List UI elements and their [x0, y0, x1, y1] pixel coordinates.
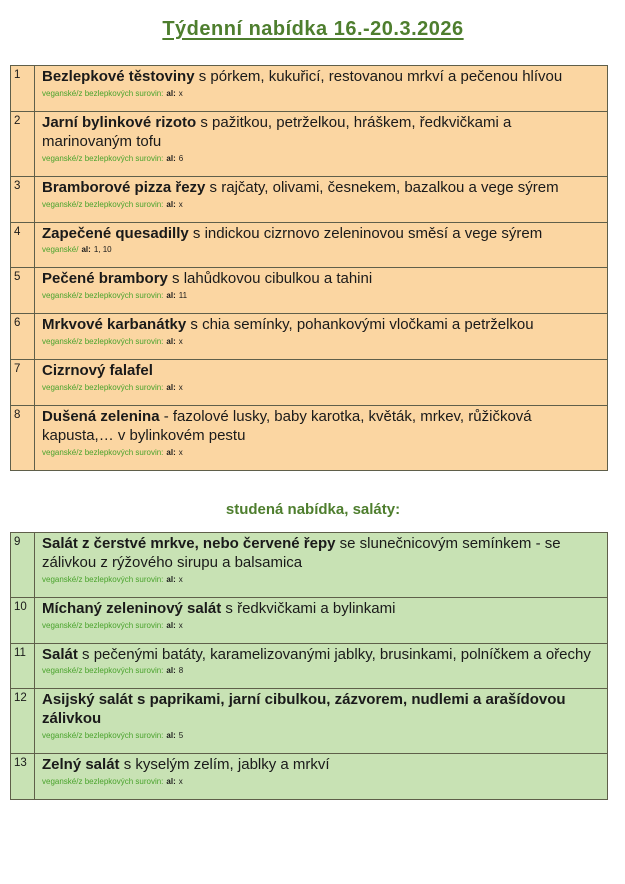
menu-row — [11, 643, 608, 689]
row-number: 12 — [11, 689, 35, 754]
dish-description: s pečenými batáty, karamelizovanými jablky, brusinkami, polníčkem a ořechy — [77, 645, 591, 663]
cold-menu-rows — [11, 532, 608, 799]
menu-row — [11, 268, 608, 314]
dish-name: Jarní bylinkové rizoto — [42, 113, 197, 131]
diet-allergen-line — [42, 448, 599, 458]
hot-menu-table — [10, 65, 608, 471]
allergen-value: x — [178, 383, 183, 393]
dish-description: s rajčaty, olivami, česnekem, bazalkou a vege sýrem — [205, 178, 559, 196]
allergen-value: x — [178, 620, 183, 630]
dish-name: Salát z čerstvé mrkve, nebo červené řepy — [42, 534, 336, 552]
diet-label: veganské/z bezlepkových surovin: — [42, 337, 164, 347]
dish-name: Salát — [42, 645, 78, 663]
allergen-value: x — [178, 337, 183, 347]
allergen-label: al: — [166, 88, 176, 98]
menu-row — [11, 66, 608, 112]
dish-name: Bezlepkové těstoviny — [42, 68, 195, 85]
cold-menu-table — [10, 532, 608, 800]
menu-row — [11, 406, 608, 471]
diet-label: veganské/z bezlepkových surovin: — [42, 447, 164, 457]
allergen-value: x — [178, 574, 183, 584]
row-number: 11 — [11, 643, 35, 689]
diet-label: veganské/ — [42, 245, 79, 255]
cold-menu-subtitle: studená nabídka, saláty: — [225, 500, 401, 518]
diet-label: veganské/z bezlepkových surovin: — [42, 199, 164, 209]
dish-text — [42, 408, 599, 446]
menu-row — [11, 754, 608, 800]
row-number: 4 — [11, 222, 35, 268]
allergen-value: x — [178, 447, 183, 457]
allergen-value: 1, 10 — [93, 245, 112, 255]
dish-description: se slunečnicovým semínkem - se zálivkou z rýžového sirupu a balsamica — [42, 534, 561, 571]
diet-allergen-line — [42, 575, 599, 585]
diet-allergen-line — [42, 621, 599, 631]
diet-allergen-line — [42, 200, 599, 210]
dish-name: Dušená zelenina — [42, 408, 160, 426]
diet-label: veganské/z bezlepkových surovin: — [42, 383, 164, 393]
dish-text — [42, 225, 599, 244]
diet-allergen-line — [42, 245, 599, 255]
allergen-value: x — [178, 777, 183, 787]
dish-description: s chia semínky, pohankovými vločkami a petrželkou — [186, 316, 534, 334]
diet-label: veganské/z bezlepkových surovin: — [42, 731, 164, 741]
dish-text — [42, 646, 599, 665]
menu-row — [11, 532, 608, 597]
dish-name: Asijský salát s paprikami, jarní cibulkou, zázvorem, nudlemi a arašídovou zálivkou — [42, 691, 566, 728]
diet-label: veganské/z bezlepkových surovin: — [42, 666, 164, 676]
allergen-label: al: — [166, 447, 176, 457]
allergen-label: al: — [166, 199, 176, 209]
dish-text — [42, 600, 599, 619]
menu-row — [11, 222, 608, 268]
row-number: 1 — [11, 66, 35, 112]
diet-allergen-line — [42, 291, 599, 301]
row-number: 9 — [11, 532, 35, 597]
row-number: 2 — [11, 111, 35, 176]
dish-text — [42, 316, 599, 335]
row-number: 10 — [11, 597, 35, 643]
allergen-value: 8 — [178, 666, 184, 676]
allergen-label: al: — [166, 153, 176, 163]
diet-allergen-line — [42, 383, 599, 393]
diet-allergen-line — [42, 89, 599, 99]
row-number: 7 — [11, 360, 35, 406]
dish-description: s lahůdkovou cibulkou a tahini — [167, 270, 373, 288]
row-number: 13 — [11, 754, 35, 800]
diet-label: veganské/z bezlepkových surovin: — [42, 574, 164, 584]
dish-text — [42, 362, 599, 381]
menu-row — [11, 314, 608, 360]
dish-text — [42, 756, 599, 775]
diet-label: veganské/z bezlepkových surovin: — [42, 88, 164, 98]
hot-menu-rows — [11, 66, 608, 471]
menu-row — [11, 111, 608, 176]
diet-label: veganské/z bezlepkových surovin: — [42, 153, 164, 163]
allergen-value: 6 — [178, 153, 184, 163]
allergen-label: al: — [166, 337, 176, 347]
diet-allergen-line — [42, 337, 599, 347]
diet-allergen-line — [42, 666, 599, 676]
allergen-label: al: — [166, 777, 176, 787]
allergen-label: al: — [166, 291, 176, 301]
allergen-value: 11 — [178, 291, 188, 301]
menu-row — [11, 689, 608, 754]
dish-name: Pečené brambory — [42, 270, 168, 288]
dish-description: s ředkvičkami a bylinkami — [221, 599, 396, 617]
allergen-value: x — [178, 88, 183, 98]
dish-text — [42, 270, 599, 289]
diet-allergen-line — [42, 777, 599, 787]
dish-text — [42, 68, 599, 87]
dish-text — [42, 535, 599, 573]
dish-name: Mrkvové karbanátky — [42, 316, 187, 334]
dish-description: s pažitkou, petrželkou, hráškem, ředkvičkami a marinovaným tofu — [42, 113, 512, 150]
diet-label: veganské/z bezlepkových surovin: — [42, 777, 164, 787]
allergen-value: x — [178, 199, 183, 209]
dish-description: s kyselým zelím, jablky a mrkví — [119, 756, 330, 774]
menu-row — [11, 597, 608, 643]
dish-description: - fazolové lusky, baby karotka, květák, mrkev, růžičková kapusta,… v bylinkovém pestu — [42, 408, 532, 445]
dish-name: Bramborové pizza řezy — [42, 178, 206, 196]
dish-text — [42, 114, 599, 152]
dish-text — [42, 179, 599, 198]
allergen-value: 5 — [178, 731, 184, 741]
dish-name: Míchaný zeleninový salát — [42, 599, 222, 617]
dish-name: Zelný salát — [42, 756, 120, 774]
diet-label: veganské/z bezlepkových surovin: — [42, 291, 164, 301]
dish-description: s indickou cizrnovo zeleninovou směsí a vege sýrem — [188, 224, 543, 242]
allergen-label: al: — [166, 574, 176, 584]
diet-label: veganské/z bezlepkových surovin: — [42, 620, 164, 630]
row-number: 8 — [11, 406, 35, 471]
dish-name: Cizrnový falafel — [42, 362, 153, 380]
allergen-label: al: — [166, 666, 176, 676]
allergen-label: al: — [166, 383, 176, 393]
dish-name: Zapečené quesadilly — [42, 224, 189, 242]
row-number: 3 — [11, 176, 35, 222]
row-number: 6 — [11, 314, 35, 360]
menu-row — [11, 360, 608, 406]
allergen-label: al: — [166, 731, 176, 741]
menu-row — [11, 176, 608, 222]
diet-allergen-line — [42, 731, 599, 741]
allergen-label: al: — [166, 620, 176, 630]
row-number: 5 — [11, 268, 35, 314]
page-title: Týdenní nabídka 16.-20.3.2026 — [162, 18, 464, 40]
dish-description: s pórkem, kukuřicí, restovanou mrkví a pečenou hlívou — [194, 68, 563, 85]
allergen-label: al: — [81, 245, 91, 255]
dish-text — [42, 691, 599, 729]
diet-allergen-line — [42, 154, 599, 164]
